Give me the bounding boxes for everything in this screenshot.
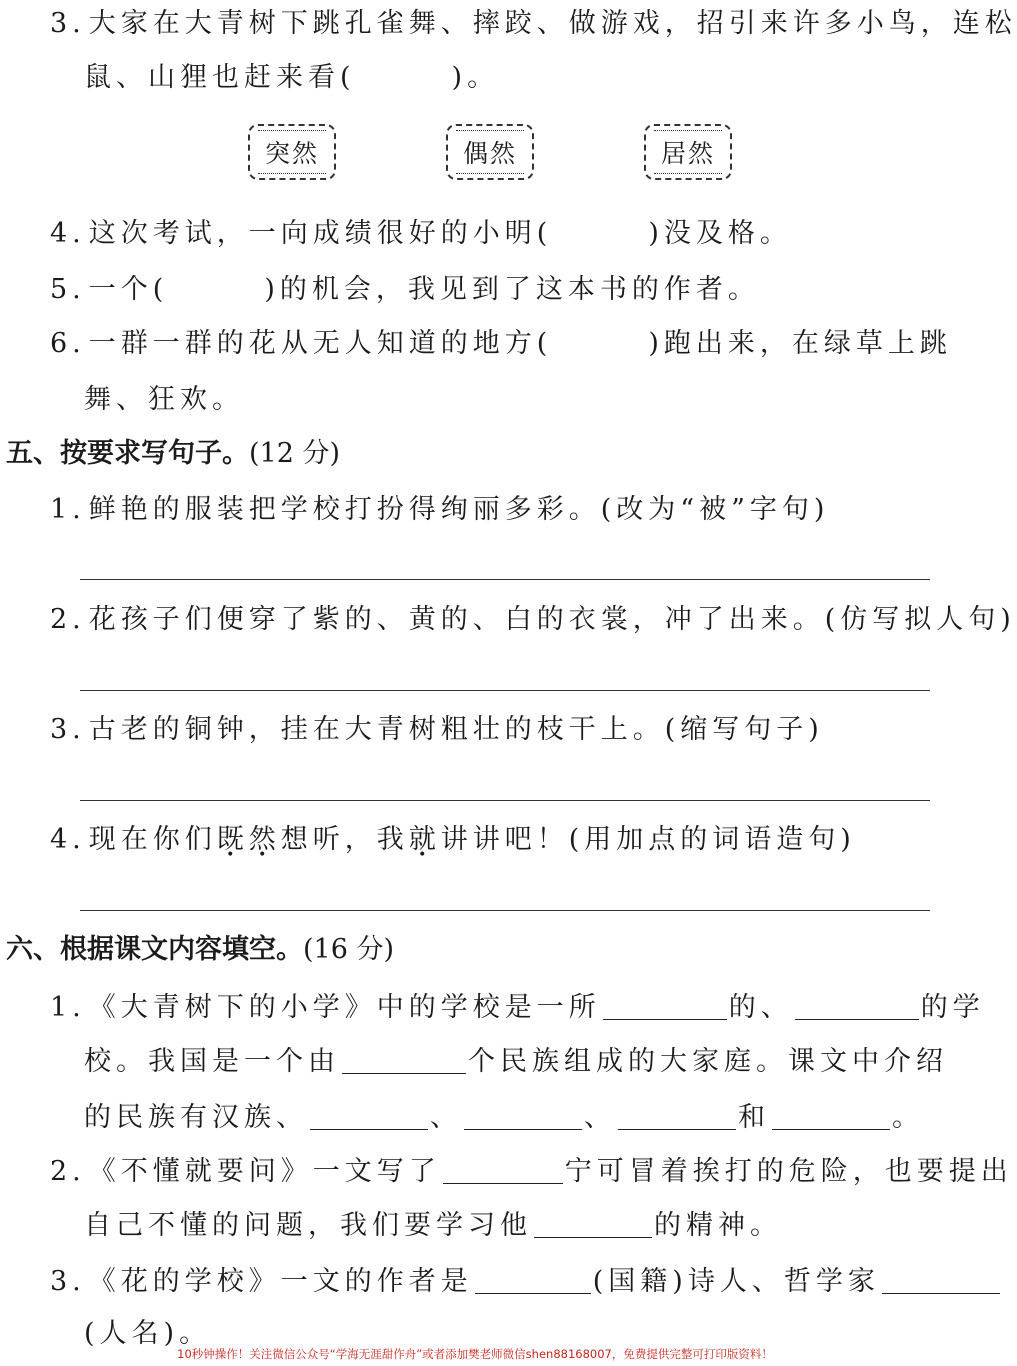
fill-blank[interactable] bbox=[534, 1213, 652, 1238]
question-number: 1. bbox=[50, 494, 86, 525]
question-number: 4. bbox=[50, 824, 86, 855]
question-text: 的学 bbox=[920, 992, 985, 1023]
question-number: 2. bbox=[50, 604, 86, 635]
question-text: 一个( bbox=[88, 274, 169, 305]
question-text: 花孩子们便穿了紫的、黄的、白的衣裳，冲了出来。(仿写拟人句) bbox=[88, 604, 1016, 635]
question-text: 大家在大青树下跳孔雀舞、摔跤、做游戏，招引来许多小鸟，连松 bbox=[88, 8, 1017, 39]
question-text: 校。我国是一个由 bbox=[84, 1046, 340, 1077]
question-text: 《花的学校》一文的作者是 bbox=[88, 1266, 473, 1297]
section-title: 五、按要求写句子。 bbox=[6, 438, 249, 469]
question-text: 《大青树下的小学》中的学校是一所 bbox=[88, 992, 601, 1023]
question-text: )。 bbox=[451, 62, 500, 93]
section-5-heading bbox=[0, 440, 340, 467]
question-text: 讲讲吧！(用加点的词语造句) bbox=[440, 824, 856, 855]
question-text: 的精神。 bbox=[654, 1210, 782, 1241]
choice-box[interactable]: 突然 bbox=[248, 124, 336, 180]
question-6-2-line1 bbox=[0, 1158, 1013, 1185]
promo-footer: 10秒钟操作！关注微信公众号“学海无涯甜作舟”或者添加樊老师微信shen88168007，免费提供完整可打印版资料！ bbox=[177, 1347, 773, 1361]
question-number: 3. bbox=[50, 8, 86, 39]
fill-blank[interactable] bbox=[772, 1105, 890, 1130]
fill-blank[interactable] bbox=[342, 1049, 466, 1074]
answer-line[interactable] bbox=[80, 690, 930, 691]
question-6-1-line1 bbox=[0, 994, 985, 1021]
question-5-2 bbox=[0, 606, 1016, 633]
dotted-char: 然 bbox=[248, 824, 281, 855]
fill-blank[interactable] bbox=[310, 1105, 428, 1130]
question-number: 4. bbox=[50, 218, 86, 249]
question-text: 。 bbox=[892, 1102, 924, 1133]
question-4-6-line1 bbox=[0, 330, 952, 357]
dotted-char: 既 bbox=[216, 824, 249, 855]
question-text: (国籍)诗人、哲学家 bbox=[592, 1266, 880, 1297]
question-text: )的机会，我见到了这本书的作者。 bbox=[264, 274, 760, 305]
question-text: 舞、狂欢。 bbox=[84, 384, 244, 415]
question-text: 、 bbox=[430, 1102, 462, 1133]
question-number: 3. bbox=[50, 714, 86, 745]
fill-blank[interactable] bbox=[443, 1159, 563, 1184]
fill-blank[interactable] bbox=[464, 1105, 582, 1130]
question-text: 的、 bbox=[728, 992, 793, 1023]
choice-box[interactable]: 偶然 bbox=[446, 124, 534, 180]
answer-line[interactable] bbox=[80, 910, 930, 911]
question-6-1-line3 bbox=[0, 1104, 924, 1131]
question-5-1 bbox=[0, 496, 829, 523]
question-text: 鲜艳的服装把学校打扮得绚丽多彩。(改为“被”字句) bbox=[88, 494, 830, 525]
question-5-3 bbox=[0, 716, 824, 743]
section-points: (12 分) bbox=[249, 438, 341, 469]
dotted-char: 就 bbox=[408, 824, 441, 855]
question-text: 宁可冒着挨打的危险，也要提出 bbox=[564, 1156, 1013, 1187]
answer-line[interactable] bbox=[80, 800, 930, 801]
question-text: 这次考试，一向成绩很好的小明( bbox=[88, 218, 553, 249]
fill-blank[interactable] bbox=[795, 995, 919, 1020]
answer-line[interactable] bbox=[80, 579, 930, 580]
question-text: 的民族有汉族、 bbox=[84, 1102, 308, 1133]
section-title: 六、根据课文内容填空。 bbox=[6, 934, 303, 965]
question-text: 鼠、山狸也赶来看( bbox=[84, 62, 356, 93]
word-choices bbox=[0, 124, 950, 184]
question-5-4 bbox=[0, 826, 856, 853]
question-6-1-line2 bbox=[0, 1048, 948, 1075]
question-text: 自己不懂的问题，我们要学习他 bbox=[84, 1210, 532, 1241]
question-text: 古老的铜钟，挂在大青树粗壮的枝干上。(缩写句子) bbox=[88, 714, 824, 745]
question-4-3-line1 bbox=[0, 10, 1017, 37]
fill-blank[interactable] bbox=[603, 995, 727, 1020]
fill-blank[interactable] bbox=[882, 1269, 1000, 1294]
question-text: 和 bbox=[738, 1102, 770, 1133]
question-number: 2. bbox=[50, 1156, 86, 1187]
question-text: )跑出来，在绿草上跳 bbox=[648, 328, 952, 359]
question-text: 现在你们 bbox=[88, 824, 217, 855]
question-6-2-line2 bbox=[0, 1212, 782, 1239]
question-number: 1. bbox=[50, 992, 86, 1023]
question-number: 5. bbox=[50, 274, 86, 305]
question-4-6-line2 bbox=[0, 386, 244, 413]
question-number: 3. bbox=[50, 1266, 86, 1297]
section-6-heading bbox=[0, 936, 394, 963]
question-text: 、 bbox=[584, 1102, 616, 1133]
question-text: 《不懂就要问》一文写了 bbox=[88, 1156, 441, 1187]
fill-blank[interactable] bbox=[475, 1269, 591, 1294]
question-text: )没及格。 bbox=[648, 218, 792, 249]
question-text: 一群一群的花从无人知道的地方( bbox=[88, 328, 553, 359]
fill-blank[interactable] bbox=[618, 1105, 736, 1130]
question-4-4 bbox=[0, 220, 792, 247]
question-6-3-line1 bbox=[0, 1268, 1002, 1295]
question-text: 个民族组成的大家庭。课文中介绍 bbox=[468, 1046, 948, 1077]
question-text: 想听，我 bbox=[280, 824, 409, 855]
question-number: 6. bbox=[50, 328, 86, 359]
section-points: (16 分) bbox=[303, 934, 395, 965]
question-text: (人名)。 bbox=[84, 1318, 212, 1349]
question-4-5 bbox=[0, 276, 760, 303]
question-4-3-line2 bbox=[0, 64, 499, 91]
choice-box[interactable]: 居然 bbox=[644, 124, 732, 180]
question-6-3-line2 bbox=[0, 1320, 211, 1347]
